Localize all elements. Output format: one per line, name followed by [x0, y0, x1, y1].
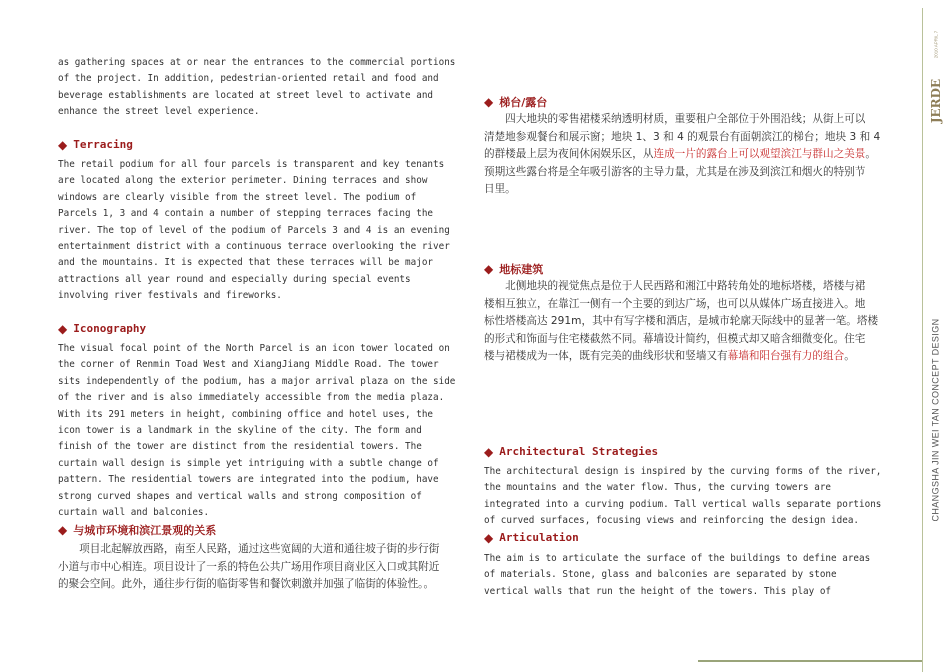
strategies-heading: [484, 445, 658, 458]
relation-title: 与城市环境和滨江景观的关系: [73, 524, 217, 537]
terracing-title: Terracing: [73, 138, 133, 151]
landmark-cn-highlight: 幕墙和阳台强有力的组合: [727, 350, 845, 363]
terrace-cn-text: 四大地块的零售裙楼采纳透明材质，重要租户全部位于外围沿线；从街上可以 清楚地参观餐台和展示窗；地块 1、3 和 4 的观景台有面朝滨江的梯台；地块 3 和 4 的群楼最上层为夜间休闲娱乐区，从: [484, 113, 881, 161]
landmark-cn-heading: [484, 261, 543, 277]
diamond-bullet-icon: ◆: [484, 444, 494, 459]
strategies-paragraph: The architectural design is inspired by the curving forms of the river, the mountains and the water flow. Thus, the curving towers are integrated into a curving podium. Tall vertical walls separate portions of curved surfaces, focusing views and reinforcing the design idea.: [484, 466, 882, 527]
iconography-heading: [58, 322, 146, 335]
terrace-cn-highlight: 连成一片的露台上可以观望滨江与群山之美景: [653, 148, 866, 161]
landmark-cn-text: 北侧地块的视觉焦点是位于人民西路和湘江中路转角处的地标塔楼，塔楼与裙 楼相互独立，在靠江一侧有一个主要的到达广场，也可以从媒体广场直接进入。地 标性塔楼高达 291m，其中有写字楼和酒店，是城市轮廓天际线中的显著一笔。塔楼 的形式和饰面与住宅楼截然不同。幕墙设计简约，但模式却又暗含细微变化。住宅 楼与裙楼成为一体，既有完美的曲线形状和竖墙又有: [484, 280, 879, 363]
iconography-paragraph: The visual focal point of the North Parcel is an icon tower located on the corner of Renmin Toad West and XiangJiang Middle Road. The tower sits independently of the podium, has a major arrival plaza on the side of the river and is also immediately accessible from the media plaza. With its 291 meters in height, combining office and hotel uses, the icon tower is a landmark in the skyline of the city. The form and finish of the tower are distinct from the residential towers. The curtain wall design is simple yet intriguing with a subtle change of pattern. The residential towers are integrated into the podium, have strong curved shapes and vertical walls and strong composition of curtain wall and balconies.: [58, 343, 456, 519]
sidebar-project-title: CHANGSHA JIN WEI TAN CONCEPT DESIGN: [931, 318, 941, 522]
landmark-cn-text-end: 。: [844, 350, 855, 363]
terrace-cn-heading: [484, 94, 547, 110]
articulation-paragraph: The aim is to articulate the surface of the buildings to define areas of materials. Stone, glass and balconies are separated by stone vertical walls that run the height of the towers. This play of: [484, 553, 871, 597]
landmark-cn-title: 地标建筑: [499, 263, 544, 276]
terrace-cn-text-end: 。 预期这些露台将是全年吸引游客的主导力量，尤其是在涉及到滨江和烟火的特别节 日里。: [484, 148, 876, 196]
articulation-heading: [484, 531, 579, 544]
intro-paragraph: as gathering spaces at or near the entrances to the commercial portions of the project. In addition, pedestrian-oriented retail and food and beverage establishments are located at street level to activate and enhance the street level experience.: [58, 57, 456, 118]
terracing-heading: [58, 138, 133, 151]
terrace-cn-title: 梯台/露台: [499, 96, 548, 109]
strategies-title: Architectural Strategies: [499, 445, 659, 458]
diamond-bullet-icon: ◆: [484, 530, 494, 545]
jerde-logo: JERDE: [929, 78, 944, 124]
sidebar-date: 2010 APRIL 7: [933, 30, 939, 58]
landmark-cn-paragraph: [484, 278, 904, 366]
terrace-cn-paragraph: [484, 111, 904, 199]
relation-heading: [58, 522, 216, 538]
diamond-bullet-icon: ◆: [484, 95, 494, 109]
relation-paragraph: 项目北起解放西路，南至人民路，通过这些宽阔的大道和通往坡子街的步行街 小道与市中心相连。项目设计了一系的特色公共广场用作项目商业区入口或其附近 的聚会空间。此外，通往步行街的临街零售和餐饮刺激并加强了临街的体验性。。: [58, 543, 440, 591]
diamond-bullet-icon: ◆: [58, 137, 68, 152]
diamond-bullet-icon: ◆: [58, 321, 68, 336]
articulation-title: Articulation: [499, 531, 579, 544]
terracing-paragraph: The retail podium for all four parcels is transparent and key tenants are located along the exterior perimeter. Dining terraces and show windows are clearly visible from the street level. The podium of Parcels 1, 3 and 4 contain a number of stepping terraces facing the river. The top of level of the podium of Parcels 3 and 4 is an evening entertainment district with a continuous terrace overlooking the river and the mountains. It is expected that these terraces will be major attractions all year round and especially during special events involving river festivals and fireworks.: [58, 159, 450, 302]
bottom-rule: [698, 660, 922, 662]
diamond-bullet-icon: ◆: [484, 262, 494, 276]
iconography-title: Iconography: [73, 322, 147, 335]
diamond-bullet-icon: ◆: [58, 523, 68, 537]
